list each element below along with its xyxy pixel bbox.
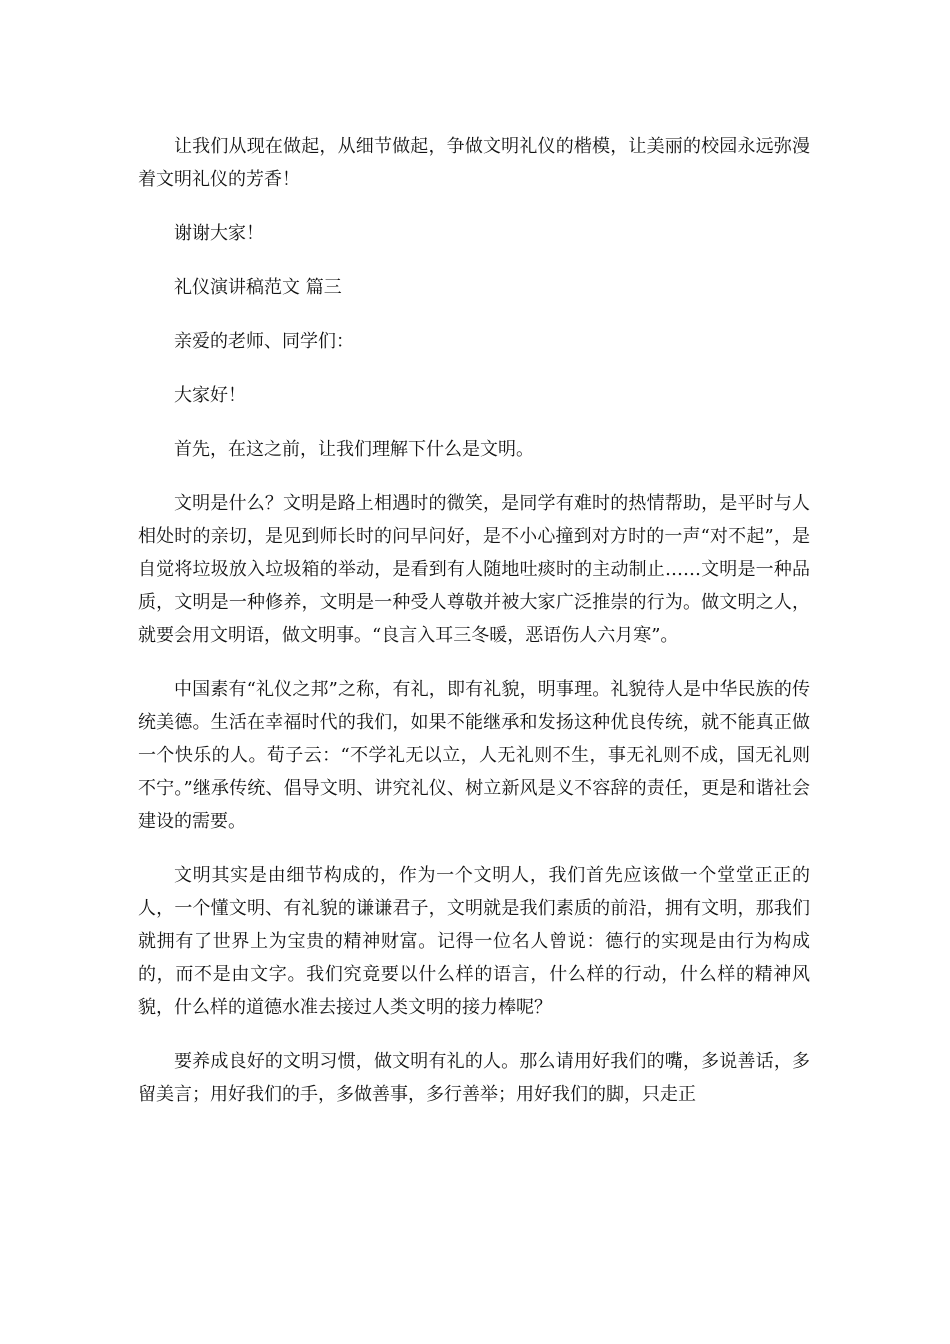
body-paragraph: 中国素有“礼仪之邦”之称，有礼，即有礼貌，明事理。礼貌待人是中华民族的传统美德。生活在幸福时代的我们，如果不能继承和发扬这种优良传统，就不能真正做一个快乐的人。荀子云：“不学礼无以立，人无礼则不生，事无礼则不成，国无礼则不宁。”继承传统、倡导文明、讲究礼仪、树立新风是义不容辞的责任，更是和谐社会建设的需要。 [138,679,810,832]
body-paragraph: 文明其实是由细节构成的，作为一个文明人，我们首先应该做一个堂堂正正的人，一个懂文明、有礼貌的谦谦君子，文明就是我们素质的前沿，拥有文明，那我们就拥有了世界上为宝贵的精神财富。记得一位名人曾说：德行的实现是由行为构成的，而不是由文字。我们究竟要以什么样的语言，什么样的行动，什么样的精神风貌，什么样的道德水准去接过人类文明的接力棒呢？ [138,865,810,1018]
body-paragraph: 文明是什么？文明是路上相遇时的微笑，是同学有难时的热情帮助，是平时与人相处时的亲切，是见到师长时的问早问好，是不小心撞到对方时的一声“对不起”，是自觉将垃圾放入垃圾箱的举动，是看到有人随地吐痰时的主动制止……文明是一种品质，文明是一种修养，文明是一种受人尊敬并被大家广泛推崇的行为。做文明之人，就要会用文明语，做文明事。“良言入耳三冬暖，恶语伤人六月寒”。 [138,493,810,646]
document-body [138,130,810,1132]
thanks-paragraph: 谢谢大家！ [174,223,264,244]
closing-paragraph: 让我们从现在做起，从细节做起，争做文明礼仪的楷模，让美丽的校园永远弥漫着文明礼仪的芳香！ [138,136,810,190]
body-paragraph: 要养成良好的文明习惯，做文明有礼的人。那么请用好我们的嘴，多说善话，多留美言；用好我们的手，多做善事，多行善举；用好我们的脚，只走正 [138,1051,810,1105]
intro-paragraph: 首先，在这之前，让我们理解下什么是文明。 [174,439,534,460]
greeting: 大家好！ [174,385,246,406]
section-title: 礼仪演讲稿范文 篇三 [174,277,342,298]
salutation: 亲爱的老师、同学们： [174,331,354,352]
